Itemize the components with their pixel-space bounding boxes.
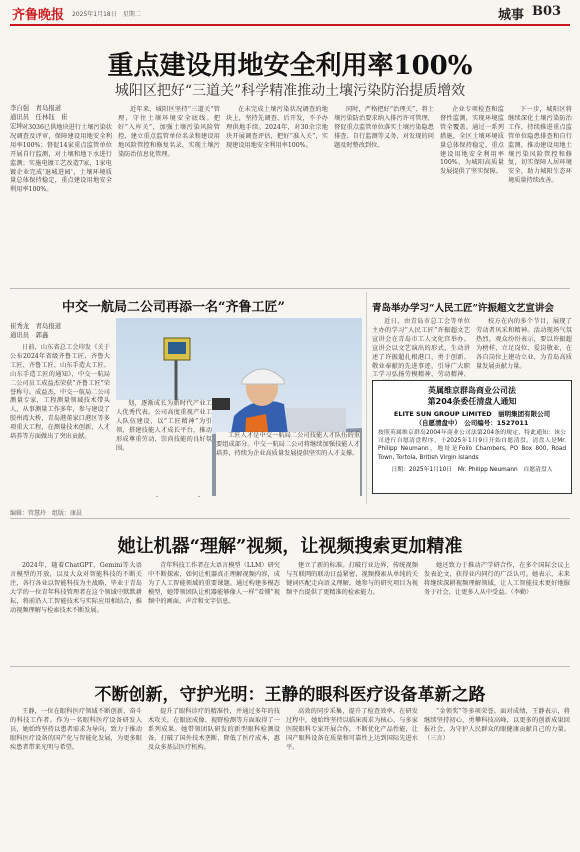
ai-headline: 她让机器“理解”视频，让视频搜索更加精准 [117, 536, 463, 557]
lead-col-3: 在未完成土壤污染状况调查的地块上，坚持先调查、后开发，不予办理供地手续。2024年，对30余宗地块开展调查评估，把好“准入关”，实现建设用地安全利用率100%。 [226, 106, 328, 149]
ai-col-1: 2024年，随着ChatGPT、Gemini等大语言模型的开放，以及大众对智能科技的不断关注，各行各业以智能科技为主战略，毕业于青岛大学的一位青年科技管理者在这个领域中默默耕耘，将前沿人工智能技术与实际应用相结合，推动视频理解与检索技术不断发展。 [10, 562, 142, 614]
ai-col-3: 建立了新的标准。打破行业边界，传统视频与互联网的联动日益紧密，视频搜索从单纯的关键词匹配走向语义理解，她参与的研究项目为视频平台提供了更精准的检索能力。 [286, 562, 418, 596]
editor-credit: 编辑：管慧玲 组版：康晨 [10, 510, 83, 517]
lead-col-4: 同时，严格把好“治理关”，将土壤污染防治要求纳入排污许可管理，督促重点监管单位落实土壤污染隐患排查、自行监测等义务，对发现的问题及时整改到位。 [334, 106, 434, 149]
cjyh-byline: 崔秀龙 青岛报道 通讯员 郭鑫 [10, 322, 62, 339]
rmgj-headline: 青岛举办学习“人民工匠”许振超文艺宣讲会 [372, 303, 554, 314]
section-name: 城事 [498, 8, 525, 23]
cjyh-col-3: 工匠人才是中交一航局二公司技能人才队伍的重要组成部分。中交一航局二公司将继续加强技能人才培养，持续为企业高质量发展提供坚实的人才支撑。 [216, 432, 360, 496]
notice-line-2: 第204条委任清盘人通知 [427, 397, 517, 406]
ai-divider [10, 666, 570, 667]
lead-col-5: 企业专项检查和监督性监测，实现环境监管全覆盖。通过一系列措施，全区土壤环境质量总体保持稳定，重点建设用地安全利用率100%，为城阳高质量发展提供了坚实保障。 [440, 106, 504, 176]
lead-divider [10, 288, 570, 289]
lead-col-6: 下一步，城阳区将继续深化土壤污染防治工作，持续推进重点监管单位隐患排查和自行监测，推动建设用地土壤污染风险管控和修复，切实保障人居环境安全，助力城阳生态环境质量持续改善。 [508, 106, 572, 185]
liquidation-notice [372, 380, 572, 494]
notice-body: 按照英属维京群岛2004年商业公司法第204条的规定，特此通知：该公司进行自愿清盘程序，于2025年1月9日开始自愿清盘。清盘人是Mr. Philipp Neumann，地址是Folio Chambers, PO Box 800, Road Town, Tortola, British Virgin Islands [378, 430, 566, 461]
cjyh-headline: 中交一航局二公司再添一名“齐鲁工匠” [62, 300, 285, 315]
ai-col-2: 青年科技工作者在大语言模型（LLM）研究中不断探索，如何让机器真正理解视频内容，成为了人工智能领域的重要课题。通过构建多模态模型，她带领团队让机器能够像人一样“看懂”视频中的画面、声音和文字信息。 [148, 562, 280, 605]
lead-byline: 李自强 青岛报道 通讯员 任林钰 崔宏坤 [10, 104, 68, 130]
masthead-rule [10, 24, 570, 26]
eye-col-2: 提升了眼科诊疗的精准性，并通过多年的技术攻关，在眼底成像、视野检测等方面取得了一系列成果。她带领团队研发的新型眼科检测设备，打破了国外技术垄断，降低了医疗成本，惠及众多基层医疗机构。 [148, 708, 280, 751]
mid-column-divider [366, 292, 367, 504]
lead-col-2: 近年来，城阳区坚持“三道关”管理，守住土壤环境安全底线。把好“入库关”，加强土壤污染风险管控，建立重点监管单位名录和建设用地风险管控和修复名录，实现土壤污染防治信息化管理。 [118, 106, 220, 158]
eye-headline: 不断创新，守护光明：王静的眼科医疗设备革新之路 [94, 685, 486, 705]
eye-col-1: 王静，一位在眼科医疗领域不断创新、奋斗的科技工作者。作为一名眼科医疗设备研发人员，她始终坚持以患者需求为导向，致力于推动眼科医疗设备的国产化与智能化发展，为更多眼疾患者带来光明与希望。 [10, 708, 142, 751]
eye-col-3: 高效的同步采集，提升了检查效率。在研发过程中，她始终坚持以临床需求为核心，与多家医院眼科专家开展合作，不断优化产品性能，让国产眼科设备在质量和可靠性上达到国际先进水平。 [286, 708, 418, 751]
ai-col-4: 她还致力于推动产学研合作，在多个国际会议上发表论文，获得业内同行的广泛认可。她表示，未来将继续深耕视频理解领域，让人工智能技术更好地服务于社会，让更多人从中受益。（李勤） [424, 562, 570, 596]
notice-line-3: ELITE SUN GROUP LIMITED 丽明集团有限公司 [393, 410, 551, 418]
lead-subheadline: 城阳区把好“三道关”科学精准推动土壤污染防治提质增效 [114, 83, 466, 99]
rmgj-col-2: 校方在内的多个节目，展现了劳动者风采和精神。活动现场气氛热烈，观众纷纷表示，要以许振超为榜样，立足岗位、爱岗敬业，在各自岗位上建功立业，为青岛高质量发展贡献力量。 [476, 318, 572, 370]
editor-rule [10, 518, 570, 519]
notice-line-4: （自愿清盘中） 公司编号：1527011 [415, 419, 529, 427]
notice-line-1: 英属维京群岛商业公司法 [428, 386, 516, 395]
page-number: B03 [532, 4, 562, 19]
masthead-logo: 齐鲁晚报 [12, 8, 65, 23]
issue-date: 2025年1月18日 星期二 [72, 11, 141, 18]
notice-signature: 日期：2025年1月10日 Mr. Philipp Neumann 自愿清盘人 [391, 466, 553, 473]
rmgj-col-1: 近日，由青岛市总工会等单位主办的学习“人民工匠”许振超文艺宣讲会在青岛市工人文化宫举办。宣讲会以文艺演出的形式，生动讲述了许振超扎根港口、勇于创新、敬业奉献的先进事迹，引导广大职工学习弘扬劳模精神、劳动精神、 [372, 318, 470, 379]
lead-col-1: 对3036已供地块进行土壤污染状况调查及评审，保障建设用地安全利用率100%；督促14家重点监管单位开展自行监测，对土壤和地下水进行监测；实施电镀工艺改造7家，1家电镀企业完成‘退城进园’，土壤环境质量总体保持稳定，重点建设用地安全利用率100%。 [10, 124, 112, 194]
cjyh-col-2: 划，逐渐成长为新时代产业工人优秀代表。公司高度重视产业工人队伍建设，以“工匠精神”为引领，搭建技能人才成长平台，推动形成尊重劳动、崇尚技能的良好氛围。 [116, 400, 212, 496]
cjyh-col-1: 日前，山东省总工会印发《关于公布2024年省级齐鲁工匠、齐鲁大工匠、齐鲁工匠、山东手造大工匠、山东手造工匠的通知》，中交一航局二公司员工成益杰荣获“齐鲁工匠”荣誉称号。成益杰，中交一航局二公司测量专家，工程测量领域技术带头人，从事测量工作多年，参与建设了胶州湾大桥、青岛港董家口港区等多项重大工程，在测量技术创新、人才培养等方面做出了突出贡献。 [10, 344, 110, 441]
eye-col-4: “金领奖”等多项荣誉。面对成绩，王静表示，将继续坚持初心，勇攀科技高峰，以更多的创新成果回报社会，为守护人民群众的眼健康贡献自己的力量。（三言） [424, 708, 570, 742]
lead-headline: 重点建设用地安全利用率100% [107, 51, 473, 81]
